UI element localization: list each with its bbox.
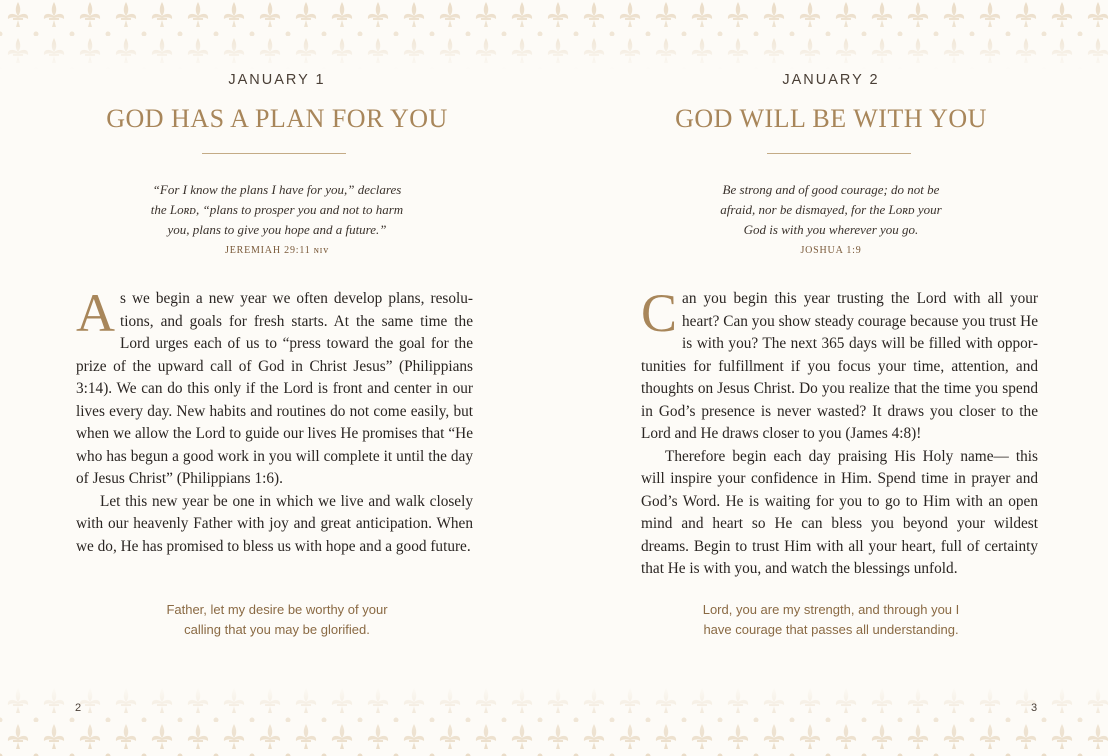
devotion-date: JANUARY 2 — [782, 72, 880, 88]
verse-line: afraid, nor be dismayed, for the Lᴏʀᴅ your — [720, 202, 942, 217]
prayer-line: have courage that passes all understanding. — [703, 622, 959, 637]
drop-cap: C — [641, 283, 678, 343]
devotion-body — [76, 283, 473, 558]
page-number: 3 — [1031, 702, 1038, 714]
devotion-title: GOD HAS A PLAN FOR YOU — [106, 104, 448, 133]
paragraph-text: an you begin this year trusting the Lord with all your heart? Can you show steady courage because you trust He is with you? The next 365 days will be filled with opportunities for fulfillment if you focus your time, attention, and thoughts on Jesus Christ. Do you realize that the time you spend in God’s presence is never wasted? It draws you closer to the Lord and He draws closer to you (James 4:8)! — [641, 290, 1038, 442]
right-page — [554, 0, 1108, 756]
paragraph-text: s we begin a new year we often develop plans, resolutions, and goals for fresh starts. At the same time the Lord urges each of us to “press toward the goal for the prize of the upward call of God in Christ Jesus” (Philippians 3:14). We can do this only if the Lord is front and center in our lives every day. New habits and routines do not come easily, but when we allow the Lord to guide our lives He promises that “He who has begun a good work in you will complete it until the day of Jesus Christ” (Philippians 1:6). — [76, 290, 473, 487]
closing-prayer — [554, 600, 1108, 640]
scripture-reference: JOSHUA 1:9 — [800, 245, 862, 256]
body-paragraph — [76, 283, 473, 491]
verse-line: “For I know the plans I have for you,” declares — [152, 182, 402, 197]
verse-line: Be strong and of good courage; do not be — [722, 182, 940, 197]
title-divider — [202, 153, 346, 154]
page-number: 2 — [75, 702, 82, 714]
scripture-verse — [0, 180, 554, 240]
prayer-line: Father, let my desire be worthy of your — [166, 602, 388, 617]
prayer-line: calling that you may be glorified. — [184, 622, 370, 637]
verse-line: you, plans to give you hope and a future.” — [167, 222, 387, 237]
prayer-line: Lord, you are my strength, and through you I — [702, 602, 960, 617]
verse-line: God is with you wherever you go. — [743, 222, 919, 237]
title-divider — [767, 153, 911, 154]
body-paragraph — [641, 283, 1038, 446]
scripture-reference: JEREMIAH 29:11 ɴɪᴠ — [225, 245, 329, 256]
devotion-title: GOD WILL BE WITH YOU — [675, 104, 987, 133]
body-paragraph: Let this new year be one in which we live and walk closely with our heavenly Father with joy and great anticipation. When we do, He has promised to bless us with hope and a good future. — [76, 492, 473, 555]
body-paragraph: Therefore begin each day praising His Holy name— this will inspire your confidence in Him. Spend time in prayer and God’s Word. He is waiting for you to go to Him with an open mind and heart so He can bless you beyond your wildest dreams. Begin to trust Him with all your heart, full of certainty that He is with you, and watch the blessings unfold. — [641, 447, 1038, 577]
verse-line: the Lᴏʀᴅ, “plans to prosper you and not to harm — [150, 202, 404, 217]
drop-cap: A — [76, 283, 115, 343]
devotion-body — [641, 283, 1038, 581]
devotion-date: JANUARY 1 — [228, 72, 326, 88]
scripture-verse — [554, 180, 1108, 240]
closing-prayer — [0, 600, 554, 640]
